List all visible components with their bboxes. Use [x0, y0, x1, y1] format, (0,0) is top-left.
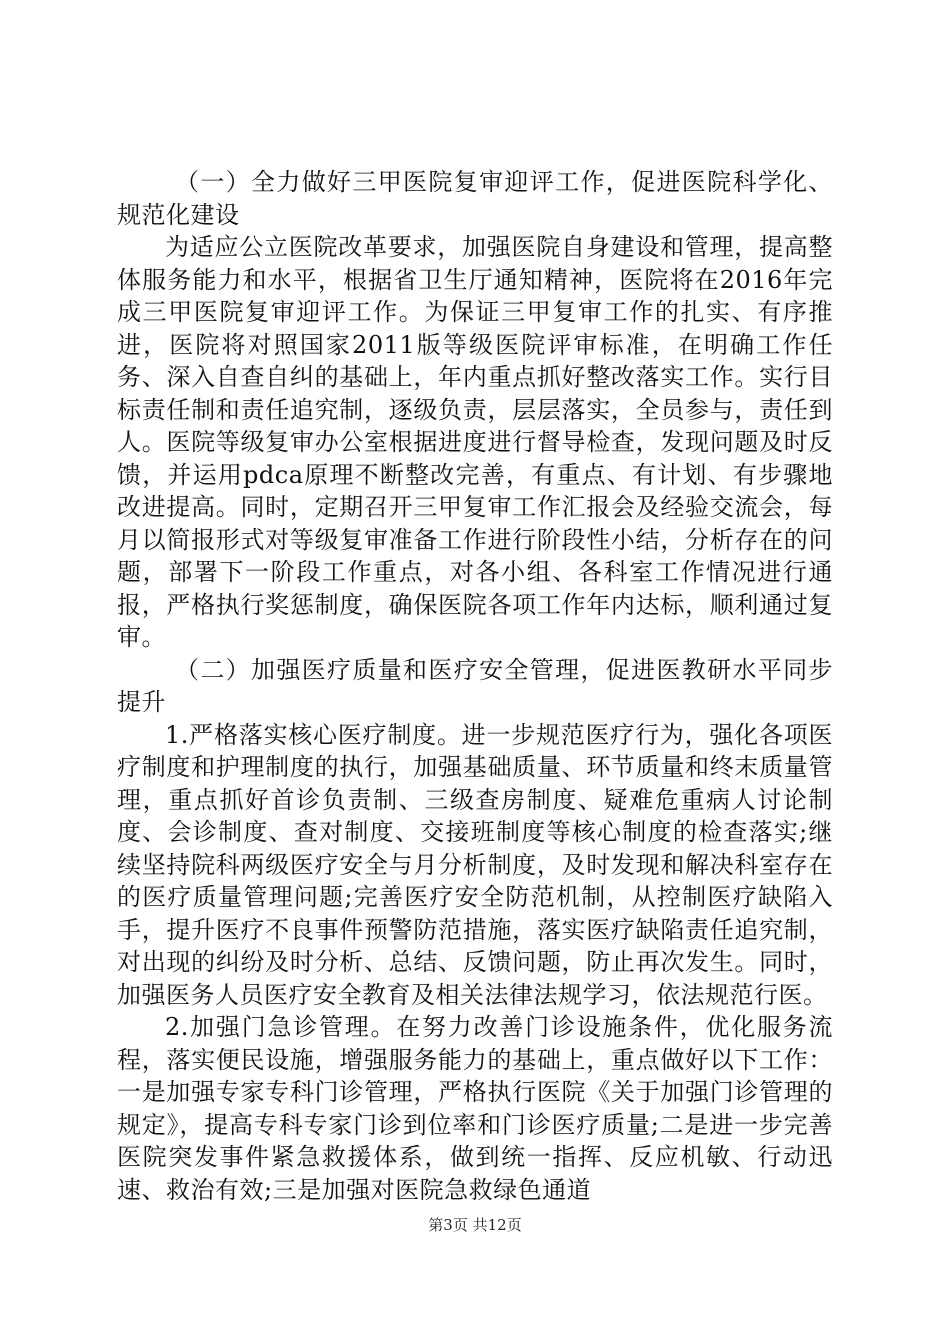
section-heading-1: （一）全力做好三甲医院复审迎评工作，促进医院科学化、规范化建设	[117, 168, 833, 229]
page-footer: 第3页 共12页	[428, 1216, 522, 1234]
paragraph-review-work: 为适应公立医院改革要求，加强医院自身建设和管理，提高整体服务能力和水平，根据省卫生厅通知精神，医院将在2016年完成三甲医院复审迎评工作。为保证三甲复审工作的扎实、有序推进，医院将对照国家2011版等级医院评审标准，在明确工作任务、深入自查自纠的基础上，年内重点抓好整改落实工作。实行目标责任制和责任追究制，逐级负责，层层落实，全员参与，责任到人。医院等级复审办公室根据进度进行督导检查，发现问题及时反馈，并运用pdca原理不断整改完善，有重点、有计划、有步骤地改进提高。同时，定期召开三甲复审工作汇报会及经验交流会，每月以简报形式对等级复审准备工作进行阶段性小结，分析存在的问题，部署下一阶段工作重点，对各小组、各科室工作情况进行通报，严格执行奖惩制度，确保医院各项工作年内达标，顺利通过复审。	[117, 233, 833, 651]
section-heading-2: （二）加强医疗质量和医疗安全管理，促进医教研水平同步提升	[117, 655, 833, 716]
document-body	[117, 166, 833, 1206]
paragraph-core-medical-system: 1.严格落实核心医疗制度。进一步规范医疗行为，强化各项医疗制度和护理制度的执行，加强基础质量、环节质量和终末质量管理，重点抓好首诊负责制、三级查房制度、疑难危重病人讨论制度、会诊制度、查对制度、交接班制度等核心制度的检查落实;继续坚持院科两级医疗安全与月分析制度，及时发现和解决科室存在的医疗质量管理问题;完善医疗安全防范机制，从控制医疗缺陷入手，提升医疗不良事件预警防范措施，落实医疗缺陷责任追究制，对出现的纠纷及时分析、总结、反馈问题，防止再次发生。同时，加强医务人员医疗安全教育及相关法律法规学习，依法规范行医。	[117, 720, 833, 1009]
paragraph-outpatient-emergency: 2.加强门急诊管理。在努力改善门诊设施条件，优化服务流程，落实便民设施，增强服务能力的基础上，重点做好以下工作：一是加强专家专科门诊管理，严格执行医院《关于加强门诊管理的规定》，提高专科专家门诊到位率和门诊医疗质量;二是进一步完善医院突发事件紧急救援体系，做到统一指挥、反应机敏、行动迅速、救治有效;三是加强对医院急救绿色通道	[117, 1013, 833, 1204]
